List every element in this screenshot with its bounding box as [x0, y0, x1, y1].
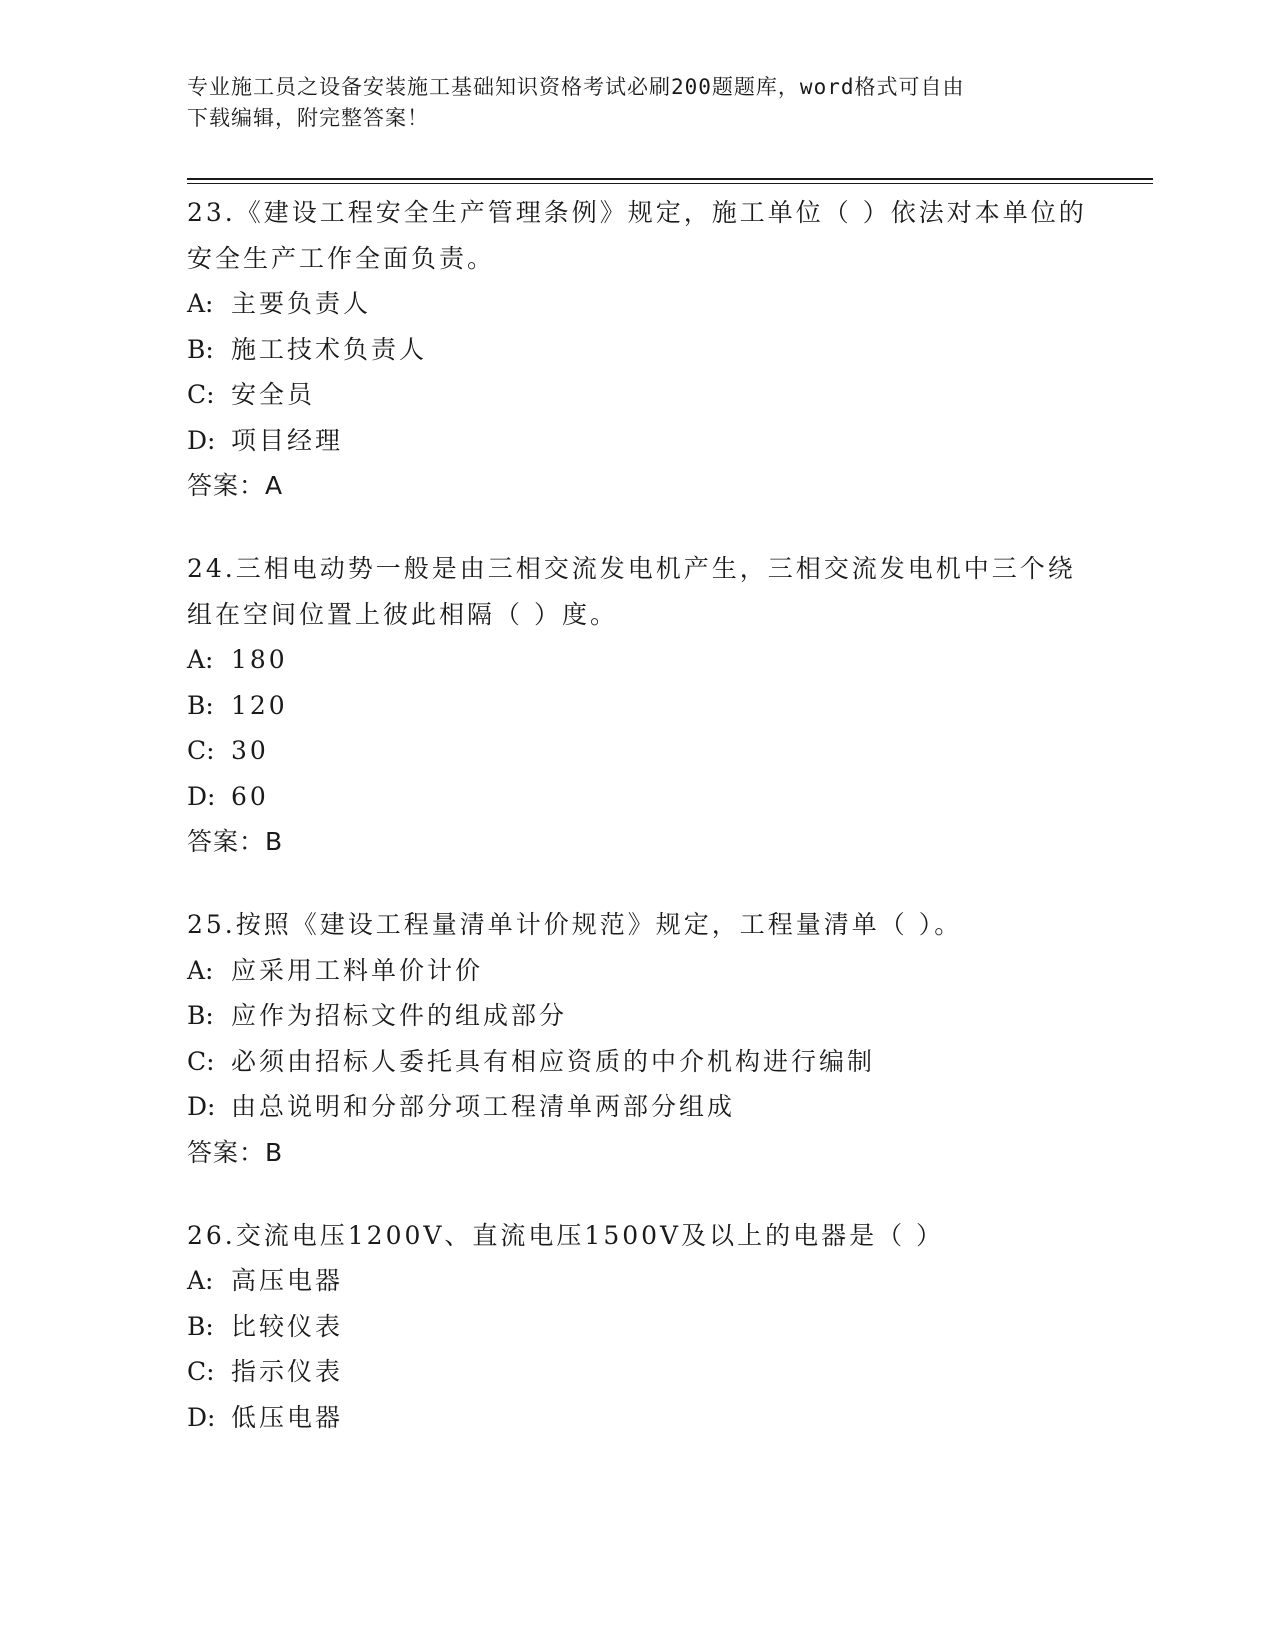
option-letter: C:: [187, 380, 215, 409]
option-text: 安全员: [231, 380, 316, 409]
answer-label: 答案：A: [187, 471, 284, 500]
option-text: 180: [231, 645, 288, 674]
option-text: 施工技术负责人: [231, 334, 428, 364]
option-a: [187, 281, 1147, 327]
option-b: [187, 1304, 1147, 1350]
option-text: 应采用工料单价计价: [231, 955, 484, 985]
option-d: [187, 1084, 1147, 1130]
question-stem: 23.《建设工程安全生产管理条例》规定，施工单位（ ）依法对本单位的安全生产工作全面负责。: [187, 198, 1087, 273]
option-text: 指示仪表: [231, 1357, 344, 1386]
option-letter: B:: [187, 1311, 214, 1341]
option-letter: C:: [187, 736, 215, 765]
option-text: 30: [231, 736, 269, 765]
option-letter: D:: [187, 425, 216, 455]
option-c: [187, 728, 1147, 774]
option-text: 比较仪表: [231, 1311, 344, 1341]
question-25: [187, 902, 1147, 1175]
question-24: [187, 546, 1147, 864]
option-text: 项目经理: [231, 425, 344, 455]
option-b: [187, 683, 1147, 729]
option-c: [187, 372, 1147, 418]
option-text: 必须由招标人委托具有相应资质的中介机构进行编制: [231, 1046, 876, 1076]
option-letter: B:: [187, 1001, 214, 1030]
option-letter: A:: [187, 289, 214, 318]
option-text: 主要负责人: [231, 289, 372, 318]
question-stem: 25.按照《建设工程量清单计价规范》规定，工程量清单（ ）。: [187, 910, 963, 939]
option-letter: B:: [187, 334, 214, 364]
answer-label: 答案：B: [187, 827, 284, 856]
option-text: 低压电器: [231, 1402, 344, 1432]
question-23: [187, 190, 1147, 508]
question-stem: 24.三相电动势一般是由三相交流发电机产生，三相交流发电机中三个绕组在空间位置上彼此相隔（ ）度。: [187, 554, 1076, 629]
header-line-1: 专业施工员之设备安装施工基础知识资格考试必刷200题题库，word格式可自由: [187, 75, 965, 99]
question-26: [187, 1213, 1147, 1441]
option-a: [187, 637, 1147, 683]
option-d: [187, 1395, 1147, 1441]
option-text: 高压电器: [231, 1266, 344, 1295]
option-letter: D:: [187, 1402, 216, 1432]
option-text: 120: [231, 690, 288, 720]
option-letter: C:: [187, 1046, 215, 1076]
document-header: [187, 72, 1087, 134]
option-letter: C:: [187, 1357, 215, 1386]
header-divider-thin: [187, 183, 1153, 184]
option-text: 60: [231, 781, 269, 811]
option-text: 由总说明和分部分项工程清单两部分组成: [231, 1092, 736, 1121]
option-b: [187, 327, 1147, 373]
option-letter: D:: [187, 1092, 216, 1121]
option-letter: A:: [187, 645, 214, 674]
option-letter: B:: [187, 690, 214, 720]
option-a: [187, 948, 1147, 994]
answer-label: 答案：B: [187, 1137, 284, 1167]
option-a: [187, 1258, 1147, 1304]
option-b: [187, 993, 1147, 1039]
header-line-2: 下载编辑，附完整答案！: [187, 106, 429, 130]
question-stem: 26.交流电压1200V、直流电压1500V及以上的电器是（ ）: [187, 1220, 945, 1250]
option-letter: A:: [187, 1266, 214, 1295]
option-c: [187, 1349, 1147, 1395]
option-letter: A:: [187, 955, 214, 985]
option-d: [187, 774, 1147, 820]
option-letter: D:: [187, 781, 216, 811]
question-list: [187, 190, 1147, 1478]
option-c: [187, 1039, 1147, 1085]
option-text: 应作为招标文件的组成部分: [231, 1001, 568, 1030]
header-divider-thick: [187, 178, 1153, 180]
option-d: [187, 418, 1147, 464]
